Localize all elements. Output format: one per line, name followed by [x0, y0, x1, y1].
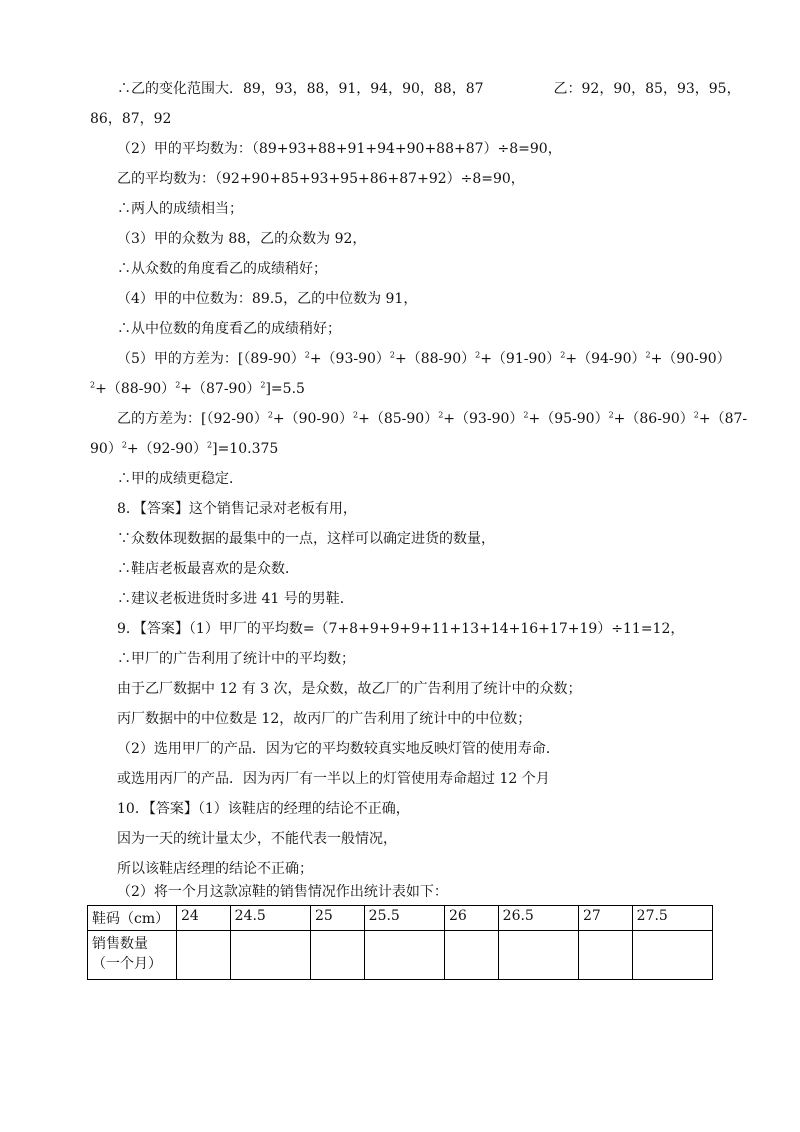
table-cell: 24 — [177, 906, 231, 931]
table-cell — [498, 931, 578, 980]
table-cell: 26.5 — [498, 906, 578, 931]
row-label-line: （一个月） — [92, 956, 162, 972]
table-cell: 27 — [579, 906, 633, 931]
table-row — [88, 931, 713, 980]
table-cell — [364, 931, 444, 980]
text-line: ∴两人的成绩相当； — [117, 201, 243, 217]
table-cell — [579, 931, 633, 980]
text-line: $90)^2+(92-90)^2]=10.375$ — [90, 440, 279, 457]
text-line: 乙的方差为：[$(92-90)^2+(90-90)^2+(85-90)^2+(93-90)^2+(95-90)^2+(86-90)^2+(87-$ — [117, 410, 748, 427]
text-line: $^2+(88-90)^2+(87-90)^2]=5.5$ — [90, 380, 305, 397]
table-cell — [632, 931, 712, 980]
text-line: 8．【答案】这个销售记录对老板有用， — [117, 501, 357, 517]
text-line: 由于乙厂数据中 12 有 3 次，是众数，故乙厂的广告利用了统计中的众数； — [117, 681, 582, 697]
text-line: 或选用丙厂的产品．因为丙厂有一半以上的灯管使用寿命超过 12 个月 — [117, 771, 550, 787]
table-cell — [445, 931, 499, 980]
text-line: ∴从中位数的角度看乙的成绩稍好； — [117, 321, 341, 337]
text-line: ∴建议老板进货时多进 41 号的男鞋． — [117, 591, 354, 607]
text-line: （5）甲的方差为：[$(89-90)^2+(93-90)^2+(88-90)^2+(91-90)^2+(94-90)^2+(90-90)$ — [117, 350, 731, 367]
table-cell: 25.5 — [364, 906, 444, 931]
text-line: ∴甲厂的广告利用了统计中的平均数； — [117, 651, 355, 667]
table-cell: 24.5 — [230, 906, 310, 931]
text-line: 86，87，92 — [90, 111, 172, 127]
text-line: （2）选用甲厂的产品．因为它的平均数较真实地反映灯管的使用寿命． — [117, 741, 560, 757]
text-line: 丙厂数据中的中位数是 12，故丙厂的广告利用了统计中的中位数； — [117, 711, 532, 727]
text-line: 乙的平均数为：（92+90+85+93+95+86+87+92）÷8=90， — [117, 171, 525, 187]
text-line: ∴从众数的角度看乙的成绩稍好； — [117, 261, 327, 277]
text-line: （4）甲的中位数为：89.5，乙的中位数为 91， — [117, 291, 418, 307]
row-label-line: 销售数量 — [92, 936, 148, 952]
table-header-cell: 鞋码（cm） — [88, 906, 177, 931]
shoe-size-sales-table — [87, 905, 713, 980]
text-line: 所以该鞋店经理的结论不正确； — [117, 861, 313, 877]
table-header-cell — [88, 931, 177, 980]
text-line: ∵众数体现数据的最集中的一点，这样可以确定进货的数量， — [117, 531, 495, 547]
text-line: （2）甲的平均数为：（89+93+88+91+94+90+88+87）÷8=90， — [117, 141, 562, 157]
text-line: ∴乙的变化范围大．89，93，88，91，94，90，88，87 乙：92，90，85，93，95， — [117, 81, 741, 97]
table-cell — [230, 931, 310, 980]
text-line: ∴甲的成绩更稳定． — [117, 471, 243, 487]
text-line: 9．【答案】（1）甲厂的平均数=（7+8+9+9+9+11+13+14+16+17+19）÷11=12， — [117, 621, 685, 637]
table-cell: 27.5 — [632, 906, 712, 931]
text-line: （2）将一个月这款凉鞋的销售情况作出统计表如下： — [117, 884, 448, 900]
text-line: 10．【答案】（1）该鞋店的经理的结论不正确， — [117, 801, 410, 817]
table-cell: 25 — [311, 906, 365, 931]
table-cell — [177, 931, 231, 980]
table-row — [88, 906, 713, 931]
table-cell: 26 — [445, 906, 499, 931]
text-line: 因为一天的统计量太少，不能代表一般情况， — [117, 831, 397, 847]
table-cell — [311, 931, 365, 980]
text-line: ∴鞋店老板最喜欢的是众数． — [117, 561, 299, 577]
text-line: （3）甲的众数为 88，乙的众数为 92， — [117, 231, 367, 247]
